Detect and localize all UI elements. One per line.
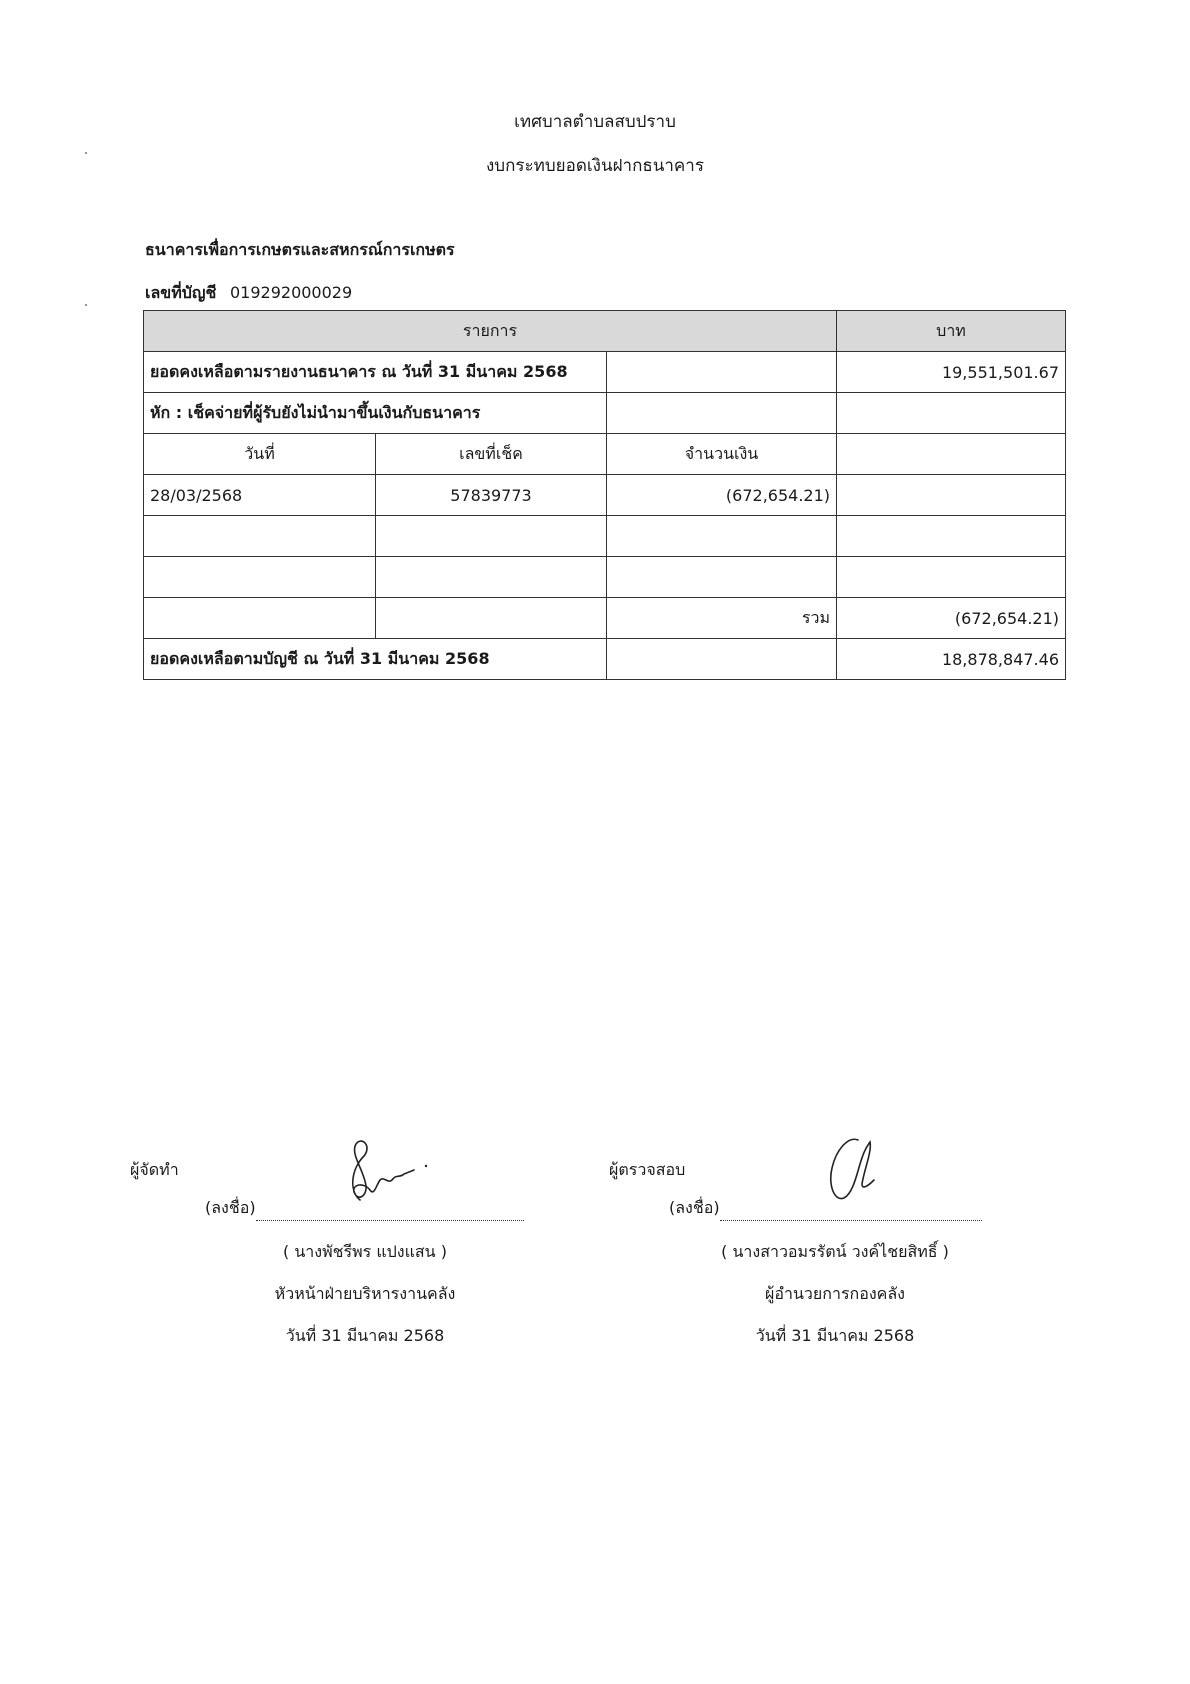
empty-cell — [607, 557, 837, 598]
reviewer-sign-label: (ลงชื่อ) — [669, 1198, 720, 1217]
preparer-date: วันที่ 31 มีนาคม 2568 — [285, 1326, 445, 1345]
org-title: เทศบาลตำบลสบปราบ — [514, 112, 676, 132]
total-row — [144, 598, 1066, 639]
preparer-name: ( นางพัชรีพร แปงแสน ) — [283, 1242, 447, 1261]
signature-dotted-line — [720, 1220, 982, 1221]
account-number: 019292000029 — [229, 283, 353, 302]
document-title: งบกระทบยอดเงินฝากธนาคาร — [486, 156, 704, 176]
table-row — [144, 557, 1066, 598]
empty-cell — [837, 393, 1066, 434]
deduct-label: หัก : เช็คจ่ายที่ผู้รับยังไม่นำมาขึ้นเงินกับธนาคาร — [144, 393, 607, 434]
reconciliation-table — [143, 310, 1066, 680]
account-label: เลขที่บัญชี — [145, 283, 217, 302]
account-line — [145, 281, 352, 306]
scan-speck — [85, 304, 87, 306]
empty-cell — [376, 598, 607, 639]
empty-cell — [837, 434, 1066, 475]
bank-balance-value: 19,551,501.67 — [837, 352, 1066, 393]
empty-cell — [607, 393, 837, 434]
cheque-date: 28/03/2568 — [144, 475, 376, 516]
signature-dotted-line — [256, 1220, 524, 1221]
table-header-row — [144, 311, 1066, 352]
cheque-number: 57839773 — [376, 475, 607, 516]
preparer-sign-label: (ลงชื่อ) — [205, 1198, 256, 1217]
empty-cell — [376, 557, 607, 598]
table-row — [144, 475, 1066, 516]
bank-balance-row — [144, 352, 1066, 393]
preparer-signature-icon — [330, 1130, 440, 1210]
empty-cell — [144, 557, 376, 598]
empty-cell — [837, 516, 1066, 557]
bank-balance-label: ยอดคงเหลือตามรายงานธนาคาร ณ วันที่ 31 มีนาคม 2568 — [144, 352, 607, 393]
header-baht: บาท — [837, 311, 1066, 352]
reviewer-name: ( นางสาวอมรรัตน์ วงค์ไชยสิทธิ์ ) — [721, 1242, 949, 1261]
empty-cell — [837, 557, 1066, 598]
empty-cell — [607, 639, 837, 680]
subheader-amount: จำนวนเงิน — [607, 434, 837, 475]
bank-name: ธนาคารเพื่อการเกษตรและสหกรณ์การเกษตร — [145, 240, 455, 259]
table-row — [144, 516, 1066, 557]
cheque-amount: (672,654.21) — [607, 475, 837, 516]
subheader-cheque: เลขที่เช็ค — [376, 434, 607, 475]
total-label: รวม — [607, 598, 837, 639]
empty-cell — [144, 598, 376, 639]
book-balance-row — [144, 639, 1066, 680]
reviewer-date: วันที่ 31 มีนาคม 2568 — [755, 1326, 915, 1345]
empty-cell — [607, 516, 837, 557]
book-balance-value: 18,878,847.46 — [837, 639, 1066, 680]
header-item: รายการ — [144, 311, 837, 352]
empty-cell — [607, 352, 837, 393]
reviewer-role-label: ผู้ตรวจสอบ — [609, 1160, 686, 1179]
empty-cell — [837, 475, 1066, 516]
subheader-row — [144, 434, 1066, 475]
empty-cell — [376, 516, 607, 557]
preparer-role-label: ผู้จัดทำ — [130, 1160, 179, 1179]
preparer-position: หัวหน้าฝ่ายบริหารงานคลัง — [274, 1284, 456, 1303]
total-value: (672,654.21) — [837, 598, 1066, 639]
subheader-date: วันที่ — [144, 434, 376, 475]
empty-cell — [144, 516, 376, 557]
deduct-row — [144, 393, 1066, 434]
reviewer-position: ผู้อำนวยการกองคลัง — [765, 1284, 905, 1303]
reviewer-signature-icon — [818, 1128, 898, 1208]
book-balance-label: ยอดคงเหลือตามบัญชี ณ วันที่ 31 มีนาคม 2568 — [144, 639, 607, 680]
